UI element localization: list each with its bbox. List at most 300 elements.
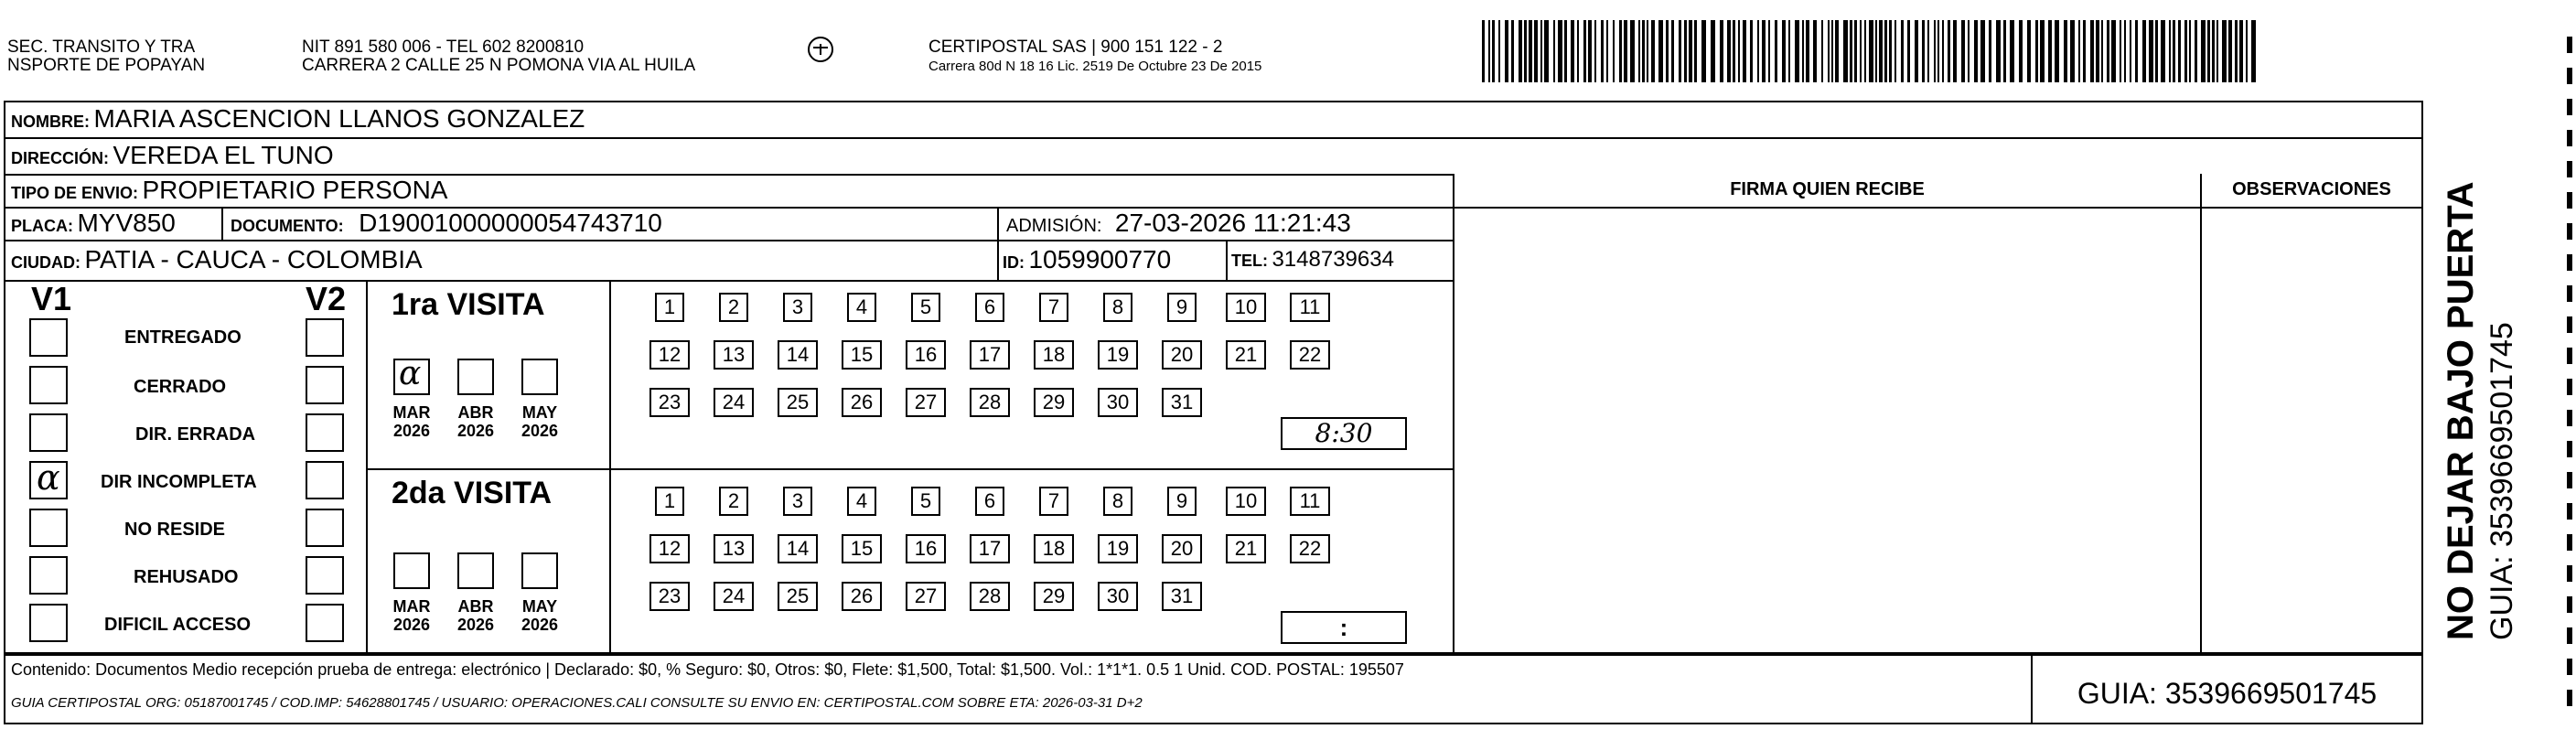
barcode-bar xyxy=(1583,20,1586,82)
barcode-bar xyxy=(1647,20,1648,82)
barcode-bar xyxy=(1553,20,1555,82)
status-dificil-acceso: DIFICIL ACCESO xyxy=(104,615,252,635)
registration-tick xyxy=(2567,161,2572,177)
registration-tick xyxy=(2567,316,2572,333)
barcode-bar xyxy=(2149,20,2153,82)
barcode-bar xyxy=(2048,20,2052,82)
day-box-5[interactable]: 5 xyxy=(911,293,940,322)
second-visit-title: 2da VISITA xyxy=(392,476,553,510)
barcode-bar xyxy=(1694,20,1697,82)
day-box-17[interactable]: 17 xyxy=(970,534,1010,563)
barcode-bar xyxy=(1989,20,1991,82)
day-box-23[interactable]: 23 xyxy=(649,582,690,611)
day-box-5[interactable]: 5 xyxy=(911,487,940,516)
documento-field xyxy=(231,209,662,238)
day-box-2[interactable]: 2 xyxy=(719,487,748,516)
barcode-bar xyxy=(1828,20,1830,82)
registration-tick xyxy=(2567,472,2572,488)
registration-tick xyxy=(2567,285,2572,302)
day-box-21[interactable]: 21 xyxy=(1226,534,1266,563)
barcode-bar xyxy=(2201,20,2206,82)
barcode-bar xyxy=(1860,20,1862,82)
id-value: 1059900770 xyxy=(1028,245,1172,273)
v1-box-6[interactable] xyxy=(29,604,68,642)
id-field xyxy=(1003,245,1171,274)
barcode-bar xyxy=(2083,20,2086,82)
barcode-bar xyxy=(1505,20,1508,82)
certipostal-logo xyxy=(789,35,853,86)
status-divider xyxy=(366,280,368,654)
barcode-bar xyxy=(1980,20,1985,82)
barcode-bar xyxy=(1658,20,1663,82)
day-box-11[interactable]: 11 xyxy=(1290,487,1330,516)
barcode-bar xyxy=(1854,20,1857,82)
status-rehusado: REHUSADO xyxy=(134,567,239,587)
barcode-bar xyxy=(1564,20,1567,82)
barcode-bar xyxy=(1651,20,1655,82)
barcode-bar xyxy=(2212,20,2215,82)
day-box-31[interactable]: 31 xyxy=(1162,388,1202,417)
barcode-bar xyxy=(2228,20,2232,82)
placa-label: PLACA: xyxy=(11,217,73,235)
day-box-6[interactable]: 6 xyxy=(975,487,1004,516)
footer-sub: GUIA CERTIPOSTAL ORG: 05187001745 / COD.IMP: 54628801745 / USUARIO: OPERACIONES.CALI CONSULTE SU ENVIO EN: CERTIPOSTAL.COM SOBRE ETA: 2026-03-31 D+2 xyxy=(11,695,1143,711)
registration-tick xyxy=(2567,99,2572,115)
registration-tick xyxy=(2567,627,2572,644)
barcode-bar xyxy=(2130,20,2131,82)
barcode-bar xyxy=(1889,20,1892,82)
direccion-value: VEREDA EL TUNO xyxy=(113,141,334,169)
barcode-bar xyxy=(1711,20,1715,82)
nit-line-2: CARRERA 2 CALLE 25 N POMONA VIA AL HUILA xyxy=(302,55,696,75)
column-divider xyxy=(2200,174,2202,654)
admision-label: ADMISIÓN: xyxy=(1006,216,1102,236)
v2-box-4[interactable] xyxy=(306,509,344,547)
first-month-mark: α xyxy=(399,355,422,392)
barcode-bar xyxy=(1915,20,1918,82)
courier-block xyxy=(928,38,1261,74)
day-box-4[interactable]: 4 xyxy=(847,293,876,322)
barcode-bar xyxy=(1775,20,1777,82)
barcode-bar xyxy=(1788,20,1790,82)
barcode-bar xyxy=(1942,20,1944,82)
barcode-bar xyxy=(2169,20,2171,82)
day-box-24[interactable]: 24 xyxy=(714,388,754,417)
day-box-22[interactable]: 22 xyxy=(1290,340,1330,370)
registration-tick xyxy=(2567,565,2572,582)
day-box-24[interactable]: 24 xyxy=(714,582,754,611)
barcode-image xyxy=(1482,20,2264,82)
second-month-box-may[interactable] xyxy=(521,552,558,589)
barcode-bar xyxy=(2155,20,2158,82)
courier-line-2: Carrera 80d N 18 16 Lic. 2519 De Octubre 23 De 2015 xyxy=(928,58,1262,74)
barcode-bar xyxy=(2184,20,2187,82)
barcode-bar xyxy=(2235,20,2238,82)
barcode-bar xyxy=(1577,20,1579,82)
second-month-box-abr[interactable] xyxy=(457,552,494,589)
barcode xyxy=(1482,20,2264,82)
barcode-bar xyxy=(1601,20,1604,82)
day-box-15[interactable]: 15 xyxy=(842,534,882,563)
v1-box-5[interactable] xyxy=(29,556,68,595)
barcode-bar xyxy=(1974,20,1978,82)
day-box-9[interactable]: 9 xyxy=(1167,487,1197,516)
barcode-bar xyxy=(2216,20,2218,82)
barcode-bar xyxy=(2027,20,2031,82)
first-visit-time[interactable]: 8:30 xyxy=(1281,417,1407,450)
day-box-9[interactable]: 9 xyxy=(1167,293,1197,322)
registration-tick xyxy=(2567,348,2572,364)
visit-divider xyxy=(368,468,1453,470)
footer-contenido: Contenido: Documentos Medio recepción prueba de entrega: electrónico | Declarado: $0, % Seguro: $0, Otros: $0, Flete: $1,500, Total: $1,500. Vol.: 1*1*1. 0.5 1 Unid. COD. POSTAL: 195507 xyxy=(11,660,1404,679)
barcode-bar xyxy=(1996,20,2001,82)
direccion-label: DIRECCIÓN: xyxy=(11,149,109,167)
nit-line-1: NIT 891 580 006 - TEL 602 8200810 xyxy=(302,38,585,57)
barcode-bar xyxy=(1727,20,1731,82)
registration-tick xyxy=(2567,441,2572,457)
day-box-3[interactable]: 3 xyxy=(783,293,812,322)
day-box-29[interactable]: 29 xyxy=(1034,388,1074,417)
barcode-bar xyxy=(1850,20,1852,82)
firma-header: FIRMA QUIEN RECIBE xyxy=(1730,179,1925,199)
barcode-bar xyxy=(1519,20,1522,82)
barcode-bar xyxy=(1558,20,1562,82)
day-box-6[interactable]: 6 xyxy=(975,293,1004,322)
barcode-bar xyxy=(2003,20,2006,82)
documento-label: DOCUMENTO: xyxy=(231,217,344,235)
day-box-8[interactable]: 8 xyxy=(1103,487,1132,516)
day-box-20[interactable]: 20 xyxy=(1162,340,1202,370)
barcode-bar xyxy=(2019,20,2023,82)
barcode-bar xyxy=(1875,20,1877,82)
v1-box-3[interactable] xyxy=(29,457,68,499)
barcode-bar xyxy=(1606,20,1608,82)
barcode-bar xyxy=(1884,20,1887,82)
barcode-bar xyxy=(1894,20,1896,82)
sender-line-2: NSPORTE DE POPAYAN xyxy=(7,55,206,75)
barcode-bar xyxy=(1879,20,1883,82)
barcode-bar xyxy=(1482,20,1485,82)
day-box-30[interactable]: 30 xyxy=(1098,388,1138,417)
v2-box-3[interactable] xyxy=(306,461,344,499)
first-visit-title: 1ra VISITA xyxy=(392,287,545,322)
barcode-bar xyxy=(1630,20,1635,82)
barcode-bar xyxy=(2124,20,2126,82)
nombre-label: NOMBRE: xyxy=(11,113,90,131)
certipostal-logo-icon xyxy=(789,35,853,86)
barcode-bar xyxy=(2055,20,2059,82)
row-divider xyxy=(4,240,1453,241)
day-box-1[interactable]: 1 xyxy=(655,487,684,516)
tipo-label: TIPO DE ENVIO: xyxy=(11,184,139,202)
barcode-bar xyxy=(1624,20,1627,82)
ciudad-label: CIUDAD: xyxy=(11,253,80,272)
observaciones-header: OBSERVACIONES xyxy=(2232,179,2391,199)
barcode-bar xyxy=(1544,20,1549,82)
barcode-bar xyxy=(1594,20,1596,82)
day-box-25[interactable]: 25 xyxy=(778,388,818,417)
second-month-mar: MAR 2026 xyxy=(392,597,431,634)
day-box-2[interactable]: 2 xyxy=(719,293,748,322)
barcode-bar xyxy=(1802,20,1804,82)
nombre-value: MARIA ASCENCION LLANOS GONZALEZ xyxy=(93,104,585,133)
day-box-11[interactable]: 11 xyxy=(1290,293,1330,322)
day-box-10[interactable]: 10 xyxy=(1226,293,1266,322)
day-box-20[interactable]: 20 xyxy=(1162,534,1202,563)
day-box-1[interactable]: 1 xyxy=(655,293,684,322)
registration-tick xyxy=(2567,503,2572,520)
barcode-bar xyxy=(1927,20,1929,82)
barcode-bar xyxy=(2101,20,2103,82)
day-box-25[interactable]: 25 xyxy=(778,582,818,611)
barcode-bar xyxy=(1684,20,1687,82)
barcode-bar xyxy=(1666,20,1669,82)
day-box-15[interactable]: 15 xyxy=(842,340,882,370)
tel-label: TEL: xyxy=(1231,252,1268,270)
barcode-bar xyxy=(1488,20,1490,82)
row-divider xyxy=(4,137,2423,139)
barcode-bar xyxy=(2239,20,2243,82)
day-box-28[interactable]: 28 xyxy=(970,582,1010,611)
v1-box-0[interactable] xyxy=(29,318,68,357)
second-month-abr: ABR 2026 xyxy=(456,597,495,634)
barcode-bar xyxy=(1689,20,1692,82)
barcode-bar xyxy=(2111,20,2116,82)
day-box-23[interactable]: 23 xyxy=(649,388,690,417)
v2-box-6[interactable] xyxy=(306,604,344,642)
barcode-bar xyxy=(1948,20,1950,82)
day-box-3[interactable]: 3 xyxy=(783,487,812,516)
registration-tick xyxy=(2567,68,2572,84)
row-divider xyxy=(4,280,1453,282)
barcode-bar xyxy=(1733,20,1735,82)
barcode-bar xyxy=(1540,20,1542,82)
barcode-bar xyxy=(2090,20,2094,82)
barcode-bar xyxy=(1907,20,1910,82)
v2-header: V2 xyxy=(306,280,347,317)
day-box-13[interactable]: 13 xyxy=(714,340,754,370)
tel-value: 3148739634 xyxy=(1272,247,1394,272)
side-guia: GUIA: 3539669501745 xyxy=(2485,322,2519,640)
barcode-bar xyxy=(2010,20,2014,82)
barcode-bar xyxy=(1813,20,1817,82)
barcode-bar xyxy=(1806,20,1809,82)
barcode-bar xyxy=(2096,20,2099,82)
barcode-bar xyxy=(2135,20,2138,82)
status-dir-errada: DIR. ERRADA xyxy=(135,424,256,445)
barcode-bar xyxy=(2070,20,2075,82)
registration-tick xyxy=(2567,223,2572,240)
v2-box-1[interactable] xyxy=(306,366,344,404)
barcode-bar xyxy=(2246,20,2248,82)
barcode-bar xyxy=(2251,20,2256,82)
v1-box-2[interactable] xyxy=(29,413,68,452)
barcode-bar xyxy=(1511,20,1514,82)
barcode-bar xyxy=(1743,20,1746,82)
barcode-bar xyxy=(1901,20,1904,82)
first-month-may: MAY 2026 xyxy=(521,403,559,440)
day-box-28[interactable]: 28 xyxy=(970,388,1010,417)
day-box-22[interactable]: 22 xyxy=(1290,534,1330,563)
first-month-box-mar[interactable] xyxy=(393,355,430,395)
tel-field xyxy=(1231,247,1394,273)
day-box-26[interactable]: 26 xyxy=(842,582,882,611)
barcode-bar xyxy=(1795,20,1799,82)
footer-guia: GUIA: 3539669501745 xyxy=(2077,677,2377,710)
ciudad-value: PATIA - CAUCA - COLOMBIA xyxy=(84,245,423,273)
day-box-12[interactable]: 12 xyxy=(649,534,690,563)
day-box-16[interactable]: 16 xyxy=(906,340,946,370)
v1-header: V1 xyxy=(31,280,72,317)
barcode-bar xyxy=(1720,20,1723,82)
barcode-bar xyxy=(2107,20,2109,82)
second-month-may: MAY 2026 xyxy=(521,597,559,634)
registration-tick xyxy=(2567,410,2572,426)
nombre-field xyxy=(11,104,585,134)
barcode-bar xyxy=(1961,20,1965,82)
day-box-16[interactable]: 16 xyxy=(906,534,946,563)
day-box-14[interactable]: 14 xyxy=(778,340,818,370)
status-no-reside: NO RESIDE xyxy=(124,520,226,540)
second-month-box-mar[interactable] xyxy=(393,552,430,589)
barcode-bar xyxy=(1679,20,1681,82)
barcode-bar xyxy=(2189,20,2191,82)
day-box-12[interactable]: 12 xyxy=(649,340,690,370)
barcode-bar xyxy=(1492,20,1495,82)
barcode-bar xyxy=(1671,20,1674,82)
barcode-bar xyxy=(1701,20,1706,82)
v1-box-4[interactable] xyxy=(29,509,68,547)
documento-value: D19001000000054743710 xyxy=(359,209,662,237)
barcode-bar xyxy=(2142,20,2146,82)
tipo-field xyxy=(11,176,447,205)
day-box-10[interactable]: 10 xyxy=(1226,487,1266,516)
barcode-bar xyxy=(1757,20,1759,82)
barcode-bar xyxy=(1922,20,1925,82)
registration-tick xyxy=(2567,254,2572,271)
barcode-bar xyxy=(1619,20,1622,82)
row5-sep-1 xyxy=(997,241,999,280)
placa-field xyxy=(11,209,176,238)
day-box-18[interactable]: 18 xyxy=(1034,534,1074,563)
status-cerrado: CERRADO xyxy=(134,377,227,397)
barcode-bar xyxy=(2207,20,2210,82)
barcode-bar xyxy=(1613,20,1615,82)
row4-sep-2 xyxy=(997,209,999,240)
barcode-bar xyxy=(2161,20,2165,82)
registration-tick xyxy=(2567,534,2572,551)
barcode-bar xyxy=(1869,20,1873,82)
day-box-29[interactable]: 29 xyxy=(1034,582,1074,611)
barcode-bar xyxy=(1768,20,1770,82)
barcode-bar xyxy=(1750,20,1753,82)
day-box-18[interactable]: 18 xyxy=(1034,340,1074,370)
column-divider xyxy=(1453,174,1454,654)
placa-value: MYV850 xyxy=(77,209,176,237)
registration-tick xyxy=(2567,379,2572,395)
day-box-30[interactable]: 30 xyxy=(1098,582,1138,611)
day-box-17[interactable]: 17 xyxy=(970,340,1010,370)
id-label: ID: xyxy=(1003,253,1025,272)
barcode-bar xyxy=(1524,20,1527,82)
row5-sep-2 xyxy=(1226,241,1228,280)
barcode-bar xyxy=(1498,20,1500,82)
ciudad-field xyxy=(11,245,423,274)
day-box-7[interactable]: 7 xyxy=(1039,293,1068,322)
v2-box-5[interactable] xyxy=(306,556,344,595)
first-month-abr: ABR 2026 xyxy=(456,403,495,440)
v1-box-1[interactable] xyxy=(29,366,68,404)
row4-sep-1 xyxy=(221,209,223,240)
barcode-bar xyxy=(2173,20,2175,82)
barcode-bar xyxy=(1638,20,1640,82)
registration-tick xyxy=(2567,192,2572,209)
barcode-bar xyxy=(1937,20,1939,82)
barcode-bar xyxy=(1835,20,1839,82)
courier-line-1: CERTIPOSTAL SAS | 900 151 122 - 2 xyxy=(928,38,1223,57)
day-box-27[interactable]: 27 xyxy=(906,582,946,611)
day-box-4[interactable]: 4 xyxy=(847,487,876,516)
barcode-bar xyxy=(1534,20,1538,82)
admision-field xyxy=(1006,209,1351,238)
barcode-bar xyxy=(1588,20,1592,82)
day-box-14[interactable]: 14 xyxy=(778,534,818,563)
day-box-19[interactable]: 19 xyxy=(1098,340,1138,370)
registration-tick xyxy=(2567,596,2572,613)
day-box-13[interactable]: 13 xyxy=(714,534,754,563)
sender-block xyxy=(7,38,205,75)
first-month-box-abr[interactable] xyxy=(457,359,494,395)
day-box-19[interactable]: 19 xyxy=(1098,534,1138,563)
barcode-bar xyxy=(2064,20,2067,82)
barcode-bar xyxy=(1762,20,1766,82)
barcode-bar xyxy=(1934,20,1936,82)
barcode-bar xyxy=(2222,20,2227,82)
day-box-21[interactable]: 21 xyxy=(1226,340,1266,370)
day-box-26[interactable]: 26 xyxy=(842,388,882,417)
v2-box-2[interactable] xyxy=(306,413,344,452)
barcode-bar xyxy=(1821,20,1823,82)
day-box-27[interactable]: 27 xyxy=(906,388,946,417)
barcode-bar xyxy=(1738,20,1740,82)
status-entregado: ENTREGADO xyxy=(124,327,242,348)
barcode-bar xyxy=(2078,20,2080,82)
registration-tick xyxy=(2567,37,2572,53)
sender-line-1: SEC. TRANSITO Y TRA xyxy=(7,38,196,57)
barcode-bar xyxy=(1831,20,1833,82)
v1-mark: α xyxy=(37,457,60,498)
registration-tick xyxy=(2567,130,2572,146)
second-visit-time[interactable]: : xyxy=(1281,611,1407,644)
tipo-value: PROPIETARIO PERSONA xyxy=(142,176,448,204)
day-box-8[interactable]: 8 xyxy=(1103,293,1132,322)
first-month-box-may[interactable] xyxy=(521,359,558,395)
barcode-bar xyxy=(2178,20,2181,82)
barcode-bar xyxy=(1642,20,1645,82)
day-box-31[interactable]: 31 xyxy=(1162,582,1202,611)
v2-box-0[interactable] xyxy=(306,318,344,357)
side-title: NO DEJAR BAJO PUERTA xyxy=(2441,181,2481,640)
first-month-mar: MAR 2026 xyxy=(392,403,431,440)
day-box-7[interactable]: 7 xyxy=(1039,487,1068,516)
barcode-bar xyxy=(1968,20,1970,82)
barcode-bar xyxy=(2040,20,2045,82)
nit-block xyxy=(302,38,695,75)
barcode-bar xyxy=(2035,20,2038,82)
barcode-bar xyxy=(1843,20,1848,82)
barcode-bar xyxy=(1529,20,1532,82)
barcode-bar xyxy=(1953,20,1957,82)
